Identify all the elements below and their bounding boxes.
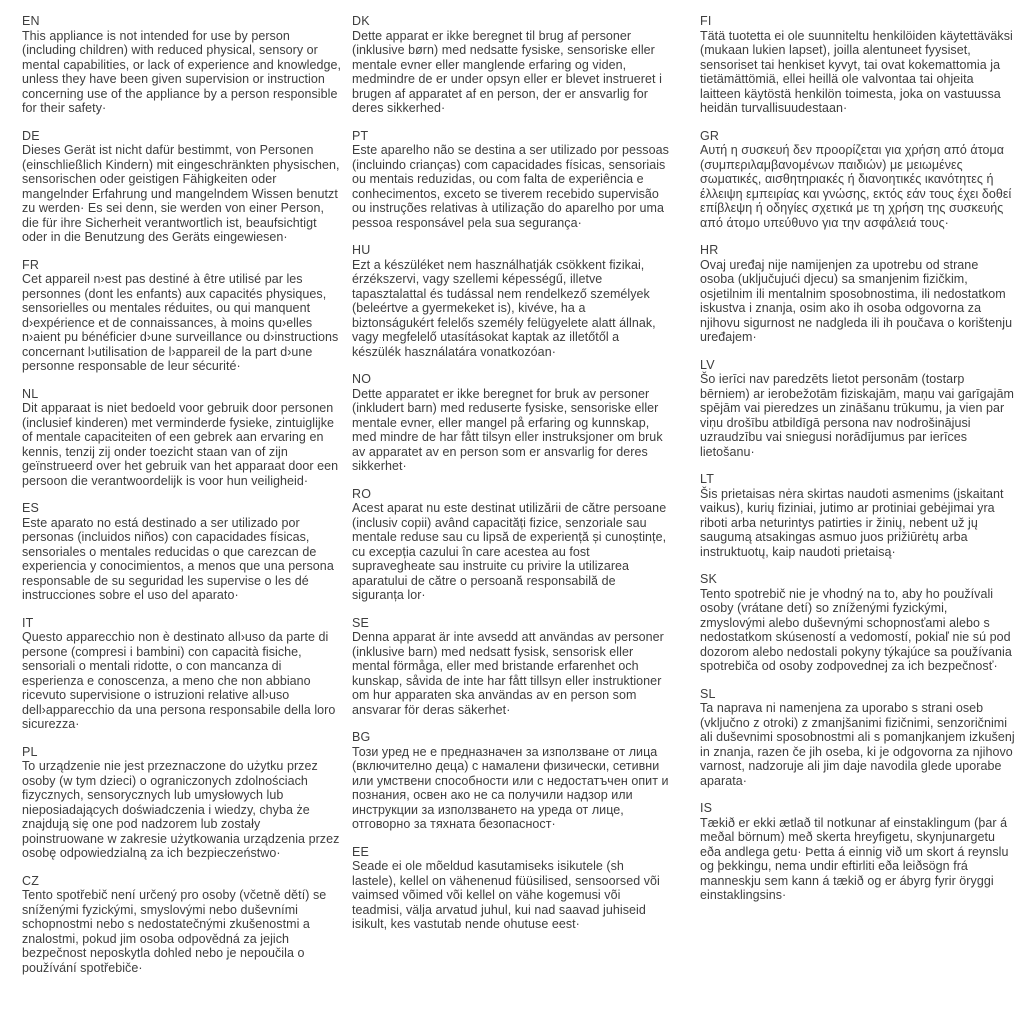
notice-text: This appliance is not intended for use by person (including children) with reduced physical, sensory or mental capabilities, or lack of experience and knowledge, unless they have been given supervision or instruction concerning use of the appliance by a person responsible for their safety· [22, 28, 342, 115]
notice-text: Ovaj uređaj nije namijenjen za upotrebu od strane osoba (uključujući djecu) sa smanjenim fizičkim, osjetilnim ili mentalnim sposobnostima, ili nedostatkom iskustva i znanja, osim ako ih osoba odgovorna za njihovu sigurnost ne nadgleda ili ih poučava o korištenju uređajem· [700, 257, 1013, 344]
language-section-bg [352, 730, 670, 832]
notice-text: Este aparato no está destinado a ser utilizado por personas (incluidos niños) con capacidades físicas, sensoriales o mentales reducidas o que carezcan de experiencia y conocimientos, a menos que una persona responsable de su seguridad les supervise o les dé instrucciones sobre el uso del aparato· [22, 515, 334, 602]
notice-text: Αυτή η συσκευή δεν προορίζεται για χρήση από άτομα (συμπεριλαμβανομένων παιδιών) με μειωμένες σωματικές, αισθητηριακές ή διανοητικές ικανότητες ή έλλειψη εμπειρίας και γνώσης, εκτός εάν τους έχει δοθεί επίβλεψη ή οδηγίες σχετικά με τη χρήση της συσκευής από άτομο υπεύθυνο για την ασφάλειά τους· [700, 143, 1012, 230]
language-code: EN [22, 14, 40, 28]
language-section-de [22, 129, 344, 245]
language-code: EE [352, 844, 370, 859]
language-code: BG [352, 730, 371, 744]
language-code: HR [700, 243, 719, 257]
language-code: PT [352, 128, 369, 143]
language-code: SK [700, 572, 718, 586]
language-code: GR [700, 128, 720, 143]
language-section-dk [352, 14, 670, 116]
language-section-cz [22, 874, 344, 976]
language-section-es [22, 501, 344, 603]
language-section-en [22, 14, 344, 116]
notice-text: Šo ierīci nav paredzēts lietot personām (tostarp bērniem) ar ierobežotām fiziskajām, maņu vai garīgajām spējām vai pieredzes un zināšanu trūkumu, ja vien par viņu drošību atbildīgā persona nav nodrošinājusi uzraudzību vai sniegusi norādījumus par ierīces lietošanu· [700, 372, 1014, 459]
column-3 [700, 14, 1016, 988]
language-section-lv [700, 358, 1016, 460]
notice-text: Šis prietaisas nėra skirtas naudoti asmenims (įskaitant vaikus), kurių fiziniai, jutimo ar protiniai gebėjimai yra riboti arba neturintys patirties ir žinių, nebent už jų saugumą atsakingas asmuo juos prižiūrėtų arba instruktuotų, kaip naudoti prietaisą· [700, 486, 1004, 559]
language-section-pl [22, 745, 344, 861]
notice-text: Този уред не е предназначен за използване от лица (включително деца) с намалени физически, сетивни или умствени способности или с недостатъчен опит и познания, освен ако не са получили надзор или инструкции за използването на уреда от лице, отговорно за тяхната безопасност· [352, 744, 669, 831]
notice-text: Acest aparat nu este destinat utilizării de către persoane (inclusiv copii) având capacități fizice, senzoriale sau mentale reduse sau cu lipsă de experiență și cunoștințe, cu excepția cazului în care acestea au fost supravegheate sau instruite cu privire la utilizarea aparatului de către o persoană responsabilă de siguranța lor· [352, 501, 667, 602]
language-code: HU [352, 243, 371, 257]
notice-text: Ezt a készüléket nem használhatják csökkent fizikai, érzékszervi, vagy szellemi képességű, illetve tapasztalattal és tudással nem rendelkező személyek (beleértve a gyermekeket is), kivéve, ha a biztonságukért felelős személy felügyelete alatt állnak, vagy megfelelő utasításokat kaptak az illetőtől a készülék használatára vonatkozóan· [352, 257, 656, 359]
language-code: NO [352, 372, 372, 386]
language-section-se [352, 616, 670, 718]
notice-text: Dit apparaat is niet bedoeld voor gebruik door personen (inclusief kinderen) met verminderde fysieke, zintuiglijke of mentale capaciteiten of een gebrek aan ervaring en kennis, tenzij zij onder toezicht staan van of zijn geïnstrueerd over het gebruik van het apparaat door een persoon die verantwoordelijk is voor hun veiligheid· [22, 401, 339, 488]
language-section-ee [352, 845, 670, 932]
language-section-hu [352, 243, 670, 359]
language-code: IS [700, 801, 713, 815]
notice-text: Tento spotrebič nie je vhodný na to, aby ho používali osoby (vrátane detí) so zníženými fyzickými, zmyslovými alebo duševnými schopnosťami alebo s nedostatkom skúseností a vedomostí, pokiaľ nie sú pod dozorom alebo nedostali pokyny týkajúce sa používania spotrebiča od osoby zodpovednej za ich bezpečnosť· [700, 586, 1012, 673]
language-code: LV [700, 357, 715, 372]
language-section-hr [700, 243, 1016, 345]
language-code: SE [352, 615, 370, 630]
notice-text: Cet appareil n›est pas destiné à être utilisé par les personnes (dont les enfants) aux capacités physiques, sensorielles ou mentales réduites, ou qui manquent d›expérience et de connaissances, à moins qu›elles n›aient pu bénéficier d›une surveillance ou d›instructions concernant l›utilisation de l›appareil de la part d›une personne responsable de leur sécurité· [22, 272, 339, 373]
language-code: IT [22, 615, 34, 630]
language-section-fi [700, 14, 1016, 116]
language-section-lt [700, 472, 1016, 559]
column-1 [22, 14, 344, 988]
language-section-no [352, 372, 670, 474]
language-code: PL [22, 744, 38, 759]
language-code: FI [700, 14, 712, 28]
notice-text: Dette apparat er ikke beregnet til brug af personer (inklusive børn) med nedsatte fysiske, sensoriske eller mentale evner eller manglende erfaring og viden, medmindre de er under opsyn eller er blevet instrueret i brugen af apparatet af en person, der er ansvarlig for deres sikkerhed· [352, 28, 662, 115]
notice-text: Este aparelho não se destina a ser utilizado por pessoas (incluindo crianças) com capacidades físicas, sensoriais ou mentais reduzidas, ou com falta de experiência e conhecimentos, exceto se tiverem recebido supervisão ou instruções relativas à utilização do aparelho por uma pessoa responsável pela sua segurança· [352, 143, 669, 230]
notice-text: Dette apparatet er ikke beregnet for bruk av personer (inkludert barn) med reduserte fysiske, sensoriske eller mentale evner, eller mangel på erfaring og kunnskap, med mindre de har fått tilsyn eller instruksjoner om bruk av apparatet av en person som er ansvarlig for deres sikkerhet· [352, 386, 663, 473]
language-section-is [700, 801, 1016, 903]
language-section-ro [352, 487, 670, 603]
language-section-sk [700, 572, 1016, 674]
notice-text: Questo apparecchio non è destinato all›uso da parte di persone (compresi i bambini) con capacità fisiche, sensoriali o mentali ridotte, o con mancanza di esperienza e conoscenza, a meno che non abbiano ricevuto supervisione o istruzioni relative all›uso dell›apparecchio da una persona responsabile della loro sicurezza· [22, 630, 336, 731]
language-code: CZ [22, 873, 40, 888]
language-section-it [22, 616, 344, 732]
language-code: LT [700, 472, 715, 486]
language-section-nl [22, 387, 344, 489]
language-section-sl [700, 687, 1016, 789]
language-code: SL [700, 686, 716, 701]
column-2 [352, 14, 670, 988]
language-section-fr [22, 258, 344, 374]
notice-text: Tækið er ekki ætlað til notkunar af einstaklingum (þar á meðal börnum) með skerta hreyfigetu, skynjunargetu eða andlega getu· Þetta á einnig við um skort á reynslu og þekkingu, nema undir eftirliti eða leiðsögn frá manneskju sem kann á tækið og er ábyrg fyrir öryggi einstaklingsins· [700, 815, 1009, 902]
notice-text: To urządzenie nie jest przeznaczone do użytku przez osoby (w tym dzieci) o ograniczonych zdolnościach fizycznych, sensorycznych lub umysłowych lub nieposiadających doświadczenia i wiedzy, chyba że znajdują się one pod nadzorem lub zostały poinstruowane w zakresie użytkowania urządzenia przez osobę odpowiedzialną za ich bezpieczeństwo· [22, 759, 340, 860]
notice-text: Denna apparat är inte avsedd att användas av personer (inklusive barn) med nedsatt fysisk, sensorisk eller mental förmåga, eller med bristande erfarenhet och kunskap, såvida de inte har fått tillsyn eller instruktioner om hur apparaten ska användas av en person som ansvarar för deras säkerhet· [352, 630, 664, 717]
notice-text: Tätä tuotetta ei ole suunniteltu henkilöiden käytettäväksi (mukaan lukien lapset), joilla alentuneet fyysiset, sensoriset tai henkiset kyvyt, tai ovat kokemattomia ja tietämättömiä, ellei heillä ole valvontaa tai ohjeita laitteen käytöstä henkilön toimesta, joka on vastuussa heidän turvallisuudestaan· [700, 28, 1013, 115]
language-code: RO [352, 486, 372, 501]
notice-text: Seade ei ole mõeldud kasutamiseks isikutele (sh lastele), kellel on vähenenud füüsilised, sensoorsed või vaimsed võimed või kellel on vähe kogemusi või teadmisi, välja arvatud juhul, kui nad saavad juhiseid isikult, kes vastutab nende ohutuse eest· [352, 859, 660, 931]
notice-text: Dieses Gerät ist nicht dafür bestimmt, von Personen (einschließlich Kindern) mit eingeschränkten physischen, sensorischen oder geistigen Fähigkeiten oder mangelnder Erfahrung und mangelndem Wissen benutzt zu werden· Es sei denn, sie werden von einer Person, die für ihre Sicherheit verantwortlich ist, beaufsichtigt oder in die Benutzung des Geräts eingewiesen· [22, 143, 340, 244]
language-section-pt [352, 129, 670, 231]
language-code: NL [22, 386, 39, 401]
language-code: ES [22, 501, 40, 515]
language-code: DK [352, 14, 370, 28]
language-code: FR [22, 257, 40, 272]
notice-text: Tento spotřebič není určený pro osoby (včetně dětí) se sníženými fyzickými, smyslovými nebo duševními schopnostmi nebo s nedostatečnými zkušenostmi a znalostmi, pokud jim osoba odpovědná za jejich bezpečnost neposkytla dohled nebo je nepoučila o používání spotřebiče· [22, 888, 327, 975]
notice-text: Ta naprava ni namenjena za uporabo s strani oseb (vključno z otroki) z zmanjšanimi fizičnimi, senzoričnimi ali duševnimi sposobnostmi ali s pomanjkanjem izkušenj in znanja, razen če jih oseba, ki je odgovorna za njihovo varnost, nadzoruje ali jim daje navodila glede uporabe aparata· [700, 701, 1015, 788]
language-section-gr [700, 129, 1016, 231]
language-code: DE [22, 128, 40, 143]
